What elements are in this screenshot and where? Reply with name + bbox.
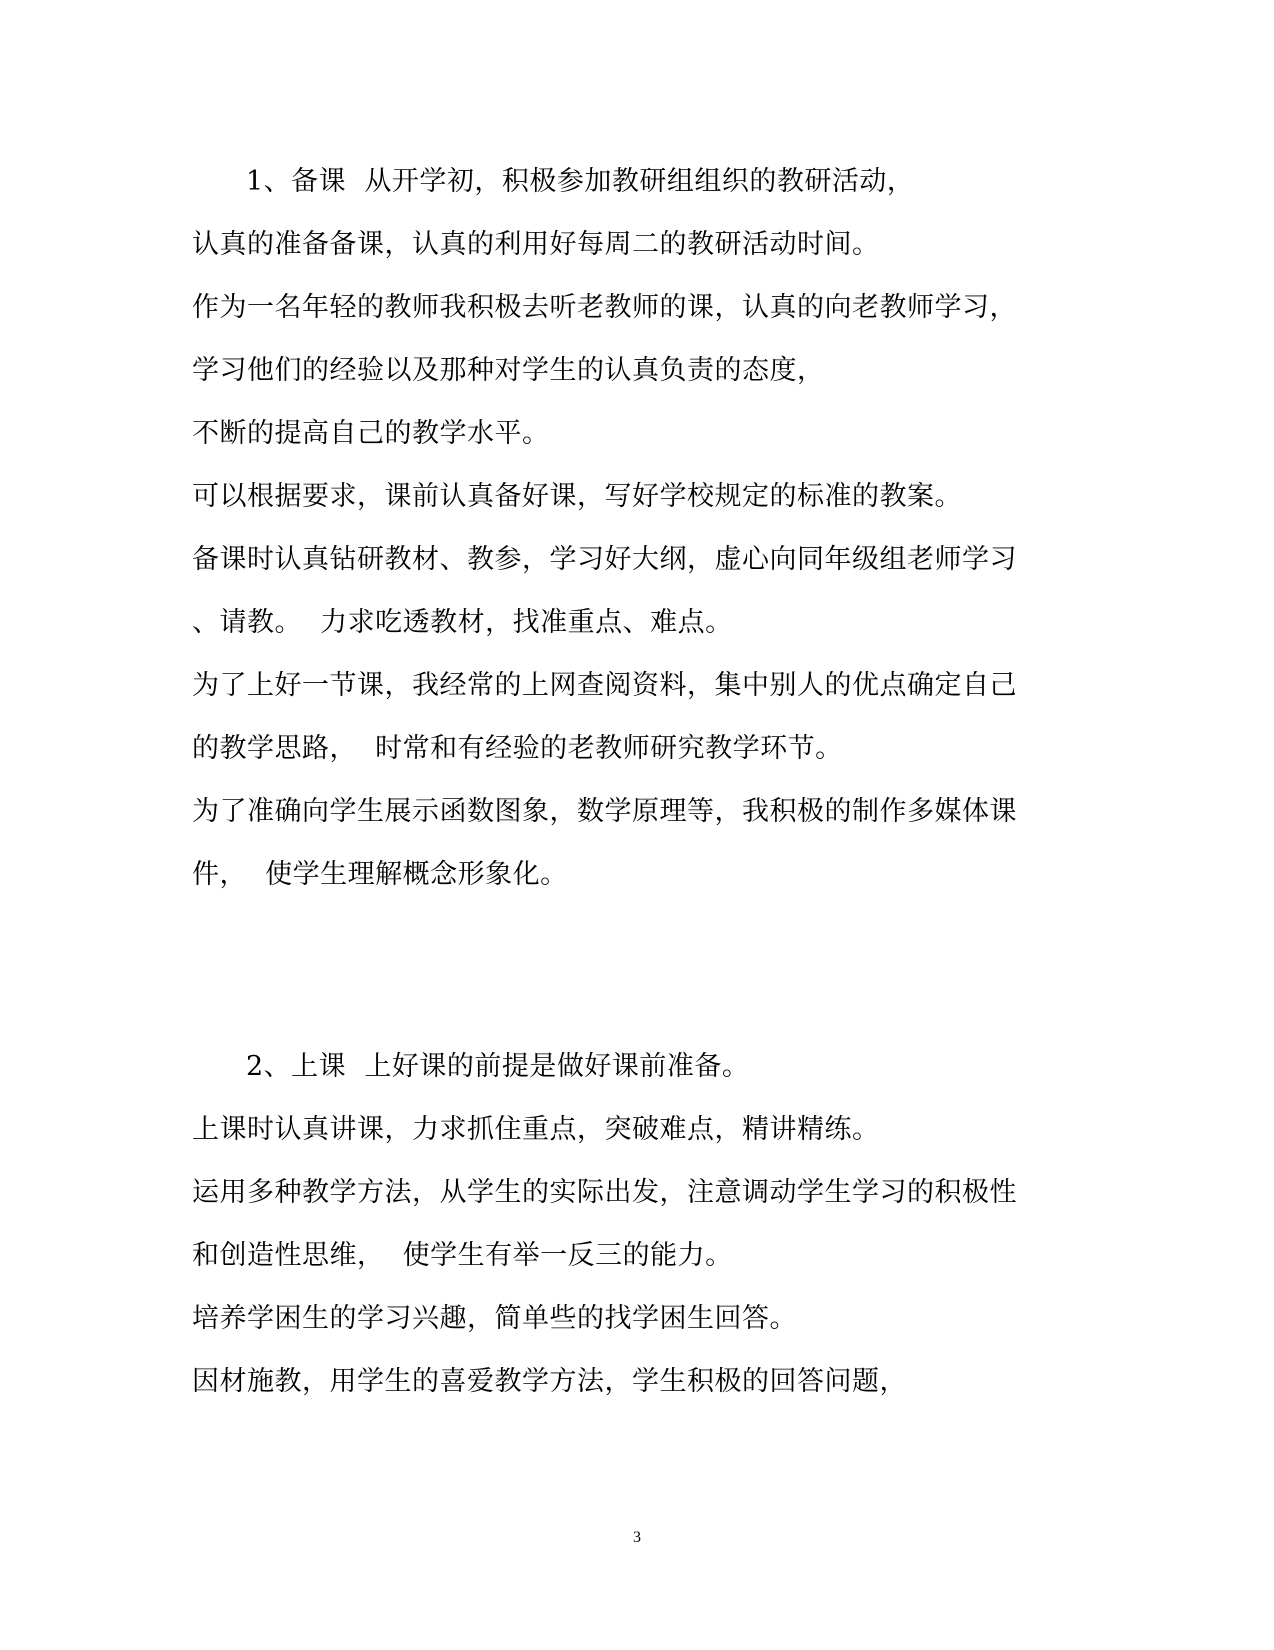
section-1-line: 件， 使学生理解概念形象化。 [192, 859, 568, 890]
section-1-line: 的教学思路， 时常和有经验的老教师研究教学环节。 [192, 733, 843, 764]
section-1-heading-line: 1、备课 从开学初，积极参加教研组组织的教研活动， [246, 166, 915, 197]
section-1-line: 作为一名年轻的教师我积极去听老教师的课，认真的向老教师学习， [192, 292, 1017, 323]
section-2-heading-line: 2、上课 上好课的前提是做好课前准备。 [246, 1051, 750, 1082]
section-1-line: 、请教。 力求吃透教材，找准重点、难点。 [192, 607, 733, 638]
section-1-line: 认真的准备备课，认真的利用好每周二的教研活动时间。 [192, 229, 880, 260]
section-1-line: 可以根据要求，课前认真备好课，写好学校规定的标准的教案。 [192, 481, 962, 512]
section-1-line: 为了准确向学生展示函数图象，数学原理等，我积极的制作多媒体课 [192, 796, 1017, 827]
section-1-line: 学习他们的经验以及那种对学生的认真负责的态度， [192, 355, 825, 386]
page-number: 3 [633, 1529, 641, 1546]
section-2-line: 培养学困生的学习兴趣，简单些的找学困生回答。 [192, 1303, 797, 1334]
section-2-line: 运用多种教学方法，从学生的实际出发，注意调动学生学习的积极性 [192, 1177, 1017, 1208]
section-1-line: 不断的提高自己的教学水平。 [192, 418, 550, 449]
section-2-line: 因材施教，用学生的喜爱教学方法，学生积极的回答问题， [192, 1366, 907, 1397]
section-1-line: 为了上好一节课，我经常的上网查阅资料，集中别人的优点确定自己 [192, 670, 1017, 701]
section-2-line: 和创造性思维， 使学生有举一反三的能力。 [192, 1240, 733, 1271]
section-1-line: 备课时认真钻研教材、教参，学习好大纲，虚心向同年级组老师学习 [192, 544, 1017, 575]
section-2-line: 上课时认真讲课，力求抓住重点，突破难点，精讲精练。 [192, 1114, 880, 1145]
